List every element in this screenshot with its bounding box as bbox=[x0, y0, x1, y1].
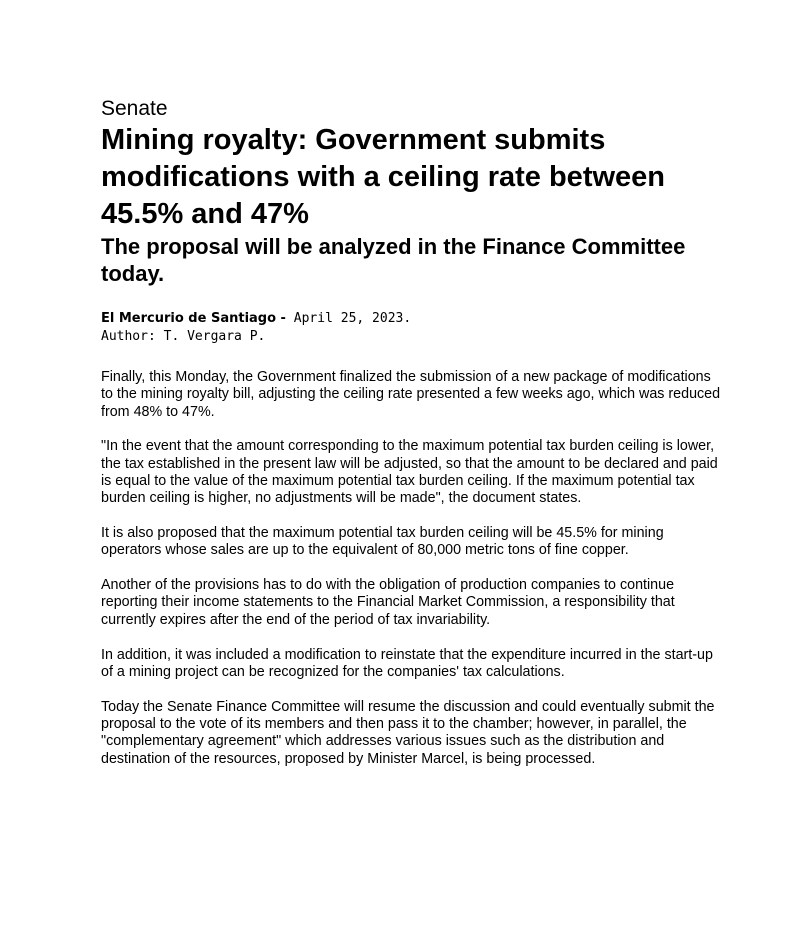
paragraph: Another of the provisions has to do with the obligation of production companies to continue reporting their income statements to the Financial Market Commission, a responsibility that currently expires after the end of the period of tax invariability. bbox=[101, 577, 675, 628]
author: Author: T. Vergara P. bbox=[101, 329, 266, 344]
paragraph: Finally, this Monday, the Government finalized the submission of a new package of modifications to the mining royalty bill, adjusting the ceiling rate presented a few weeks ago, which was reduced from 48% to 47%. bbox=[101, 369, 721, 420]
byline bbox=[101, 310, 721, 346]
article bbox=[101, 96, 721, 785]
subheadline: The proposal will be analyzed in the Finance Committee today. bbox=[101, 234, 686, 286]
publish-date: April 25, 2023. bbox=[285, 311, 412, 326]
paragraph: "In the event that the amount corresponding to the maximum potential tax burden ceiling is lower, the tax established in the present law will be adjusted, so that the amount to be declared and paid is equal to the value of the maximum potential tax burden ceiling. If the maximum potential tax burden ceiling is higher, no adjustments will be made", the document states. bbox=[101, 438, 718, 507]
source-name: El Mercurio de Santiago - bbox=[101, 311, 286, 326]
source-line bbox=[101, 310, 721, 328]
paragraph: Today the Senate Finance Committee will resume the discussion and could eventually submit the proposal to the vote of its members and then pass it to the chamber; however, in parallel, the "complementary agreement" which addresses various issues such as the distribution and destination of the resources, proposed by Minister Marcel, is being processed. bbox=[101, 698, 715, 767]
paragraph: It is also proposed that the maximum potential tax burden ceiling will be 45.5% for mining operators whose sales are up to the equivalent of 80,000 metric tons of fine copper. bbox=[101, 525, 664, 559]
section-label: Senate bbox=[101, 97, 168, 120]
headline: Mining royalty: Government submits modifications with a ceiling rate between 45.5% and 47% bbox=[101, 124, 665, 230]
paragraph: In addition, it was included a modification to reinstate that the expenditure incurred in the start-up of a mining project can be recognized for the companies' tax calculations. bbox=[101, 646, 713, 680]
article-body bbox=[101, 369, 721, 768]
